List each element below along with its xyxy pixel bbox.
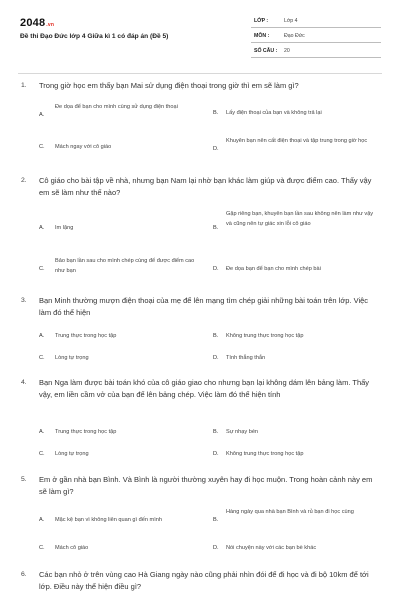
option-text: Mách cô giáo	[55, 545, 89, 551]
question-number: 3.	[21, 297, 27, 304]
option-letter: A.	[39, 517, 45, 523]
option-letter: C.	[39, 266, 45, 272]
exam-title: Đề thi Đạo Đức lớp 4 Giữa kì 1 có đáp án (Đề 5)	[20, 33, 169, 40]
question-number: 5.	[21, 476, 27, 483]
header-divider	[18, 73, 382, 74]
question-number: 6.	[21, 571, 27, 578]
option-text: Trung thực trong học tập	[55, 333, 117, 339]
option-letter: B.	[213, 517, 219, 523]
site-logo[interactable]	[20, 17, 54, 29]
option-letter: D.	[213, 146, 219, 152]
question-text: Trong giờ học em thấy bạn Mai sử dụng điện thoại trong giờ thì em sẽ làm gì?	[39, 81, 299, 90]
option-text: Im lặng	[55, 225, 74, 231]
option-text: Lòng tự trọng	[55, 355, 89, 361]
option-text: Lòng tự trọng	[55, 451, 89, 457]
logo-suffix: .vn	[46, 22, 55, 28]
option-letter: C.	[39, 545, 45, 551]
option-letter: D.	[213, 545, 219, 551]
option-text: Mách ngay với cô giáo	[55, 144, 112, 150]
meta-value-subject: Đạo Đức	[284, 33, 305, 39]
meta-label-count: SỐ CÂU :	[254, 48, 278, 54]
option-text: Sự nhạy bén	[226, 429, 259, 435]
meta-label-subject: MÔN :	[254, 33, 270, 39]
option-text: Bảo bạn lần sau cho mình chép cùng để được điểm cao như bạn	[55, 258, 195, 274]
question-text: Bạn Nga làm được bài toán khó của cô giáo giao cho nhưng bạn lại không dám lên bảng làm. Thấy vậy, em liền cầm vở của bạn để lên bảng chép. Việc làm đó thể hiện tính	[39, 378, 370, 399]
option-text: Tính thẳng thắn	[226, 355, 266, 361]
option-letter: A.	[39, 333, 45, 339]
option-letter: C.	[39, 451, 45, 457]
option-text: Khuyên bạn nên cất điện thoại và tập trung trong giờ học	[226, 138, 368, 144]
option-letter: D.	[213, 451, 219, 457]
option-text: Đe dọa để bạn cho mình cùng sử dụng điện thoại	[55, 104, 178, 110]
logo-text: 2048	[20, 17, 46, 29]
meta-row-subject	[251, 29, 381, 43]
option-letter: A.	[39, 429, 45, 435]
meta-row-class	[251, 14, 381, 28]
exam-header	[0, 0, 400, 72]
question-text: Cô giáo cho bài tập về nhà, nhưng bạn Nam lại nhờ bạn khác làm giúp và được điểm cao. Thấy vậy em sẽ làm như thế nào?	[39, 176, 372, 197]
question-text: Bạn Minh thường mượn điện thoại của mẹ để lên mạng tìm chép giải những bài toán trên lớp. Việc làm đó thể hiện	[39, 296, 369, 317]
option-letter: A.	[39, 225, 45, 231]
option-text: Không trung thực trong học tập	[226, 333, 304, 339]
option-letter: D.	[213, 355, 219, 361]
option-letter: B.	[213, 333, 219, 339]
question-number: 4.	[21, 379, 27, 386]
meta-value-class: Lớp 4	[284, 18, 298, 24]
option-text: Đe dọa bạn để bạn cho mình chép bài	[226, 266, 321, 272]
question-number: 2.	[21, 177, 27, 184]
option-text: Nói chuyện này với các bạn bè khác	[226, 545, 317, 551]
meta-row-count	[251, 44, 381, 58]
option-text: Mặc kệ bạn vì không liên quan gì đến mình	[55, 517, 162, 523]
question-text: Các bạn nhỏ ở trên vùng cao Hà Giang ngày nào cũng phải nhìn đói để đi học và đi bộ 10km để tới lớp. Điều này thể hiện điều gì?	[39, 570, 369, 591]
option-letter: B.	[213, 225, 219, 231]
option-letter: C.	[39, 355, 45, 361]
meta-label-class: LỚP :	[254, 18, 269, 24]
option-text: Hàng ngày qua nhà bạn Bình và rủ bạn đi học cùng	[226, 509, 354, 515]
option-letter: D.	[213, 266, 219, 272]
question-text: Em ở gần nhà bạn Bình. Và Bình là người thường xuyên hay đi học muộn. Trong hoàn cảnh này em sẽ làm gì?	[39, 475, 373, 496]
option-letter: C.	[39, 144, 45, 150]
meta-value-count: 20	[284, 48, 290, 54]
option-text: Trung thực trong học tập	[55, 429, 117, 435]
option-letter: B.	[213, 429, 219, 435]
option-text: Lấy điện thoại của bạn và không trả lại	[226, 110, 322, 116]
option-letter: A.	[39, 112, 45, 118]
option-text: Gặp riêng bạn, khuyên bạn lần sau không nên làm như vậy và cũng nên tự giác xin lỗi cô giáo	[226, 211, 374, 227]
question-number: 1.	[21, 82, 27, 89]
option-text: Không trung thực trong học tập	[226, 451, 304, 457]
option-letter: B.	[213, 110, 219, 116]
